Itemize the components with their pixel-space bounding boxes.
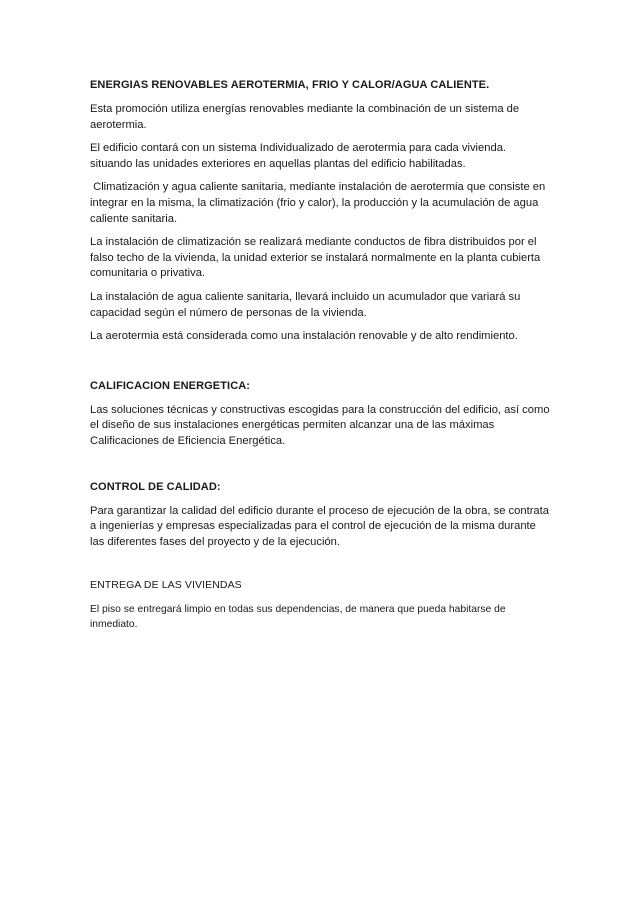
paragraph: Climatización y agua caliente sanitaria, mediante instalación de aerotermia que consiste en integrar en la misma, la climatización (frio y calor), la producción y la acumulación de agua caliente sanitaria.: [90, 181, 549, 225]
section-entrega-de-las-viviendas: [90, 578, 550, 632]
paragraph: El piso se entregará limpio en todas sus dependencias, de manera que pueda habitarse de inmediato.: [90, 604, 506, 631]
section-title: CALIFICACION ENERGETICA:: [90, 379, 251, 392]
paragraph: Esta promoción utiliza energías renovables mediante la combinación de un sistema de aerotermia.: [90, 103, 520, 131]
section-energias-renovables: [90, 78, 550, 345]
paragraph: La instalación de climatización se realizará mediante conductos de fibra distribuidos por el falso techo de la vivienda, la unidad exterior se instalará normalmente en la planta cubierta comunitaria o privativa.: [90, 236, 541, 280]
section-title: CONTROL DE CALIDAD:: [90, 480, 221, 493]
paragraph: La instalación de agua caliente sanitaria, llevará incluido un acumulador que variará su capacidad según el número de personas de la vivienda.: [90, 290, 521, 319]
section-control-de-calidad: [90, 480, 550, 551]
document-page: [90, 78, 550, 640]
section-spacer: [90, 353, 550, 379]
section-spacer: [90, 458, 550, 480]
paragraph: La aerotermia está considerada como una instalación renovable y de alto rendimiento.: [90, 330, 518, 343]
paragraph: El edificio contará con un sistema Individualizado de aerotermia para cada vivienda. situando las unidades exteriores en aquellas plantas del edificio habilitadas.: [90, 142, 507, 170]
section-title: ENTREGA DE LAS VIVIENDAS: [90, 579, 242, 592]
section-title: ENERGIAS RENOVABLES AEROTERMIA, FRIO Y CALOR/AGUA CALIENTE.: [90, 79, 490, 91]
section-calificacion-energetica: [90, 379, 550, 450]
section-spacer: [90, 558, 550, 578]
paragraph: Las soluciones técnicas y constructivas escogidas para la construcción del edificio, así como el diseño de sus instalaciones energéticas permiten alcanzar una de las máximas Calificaciones de Eficiencia Energética.: [90, 403, 550, 447]
paragraph: Para garantizar la calidad del edificio durante el proceso de ejecución de la obra, se contrata a ingenierías y empresas especializadas para el control de ejecución de la misma durante las diferentes fases del proyecto y de la ejecución.: [90, 504, 549, 548]
